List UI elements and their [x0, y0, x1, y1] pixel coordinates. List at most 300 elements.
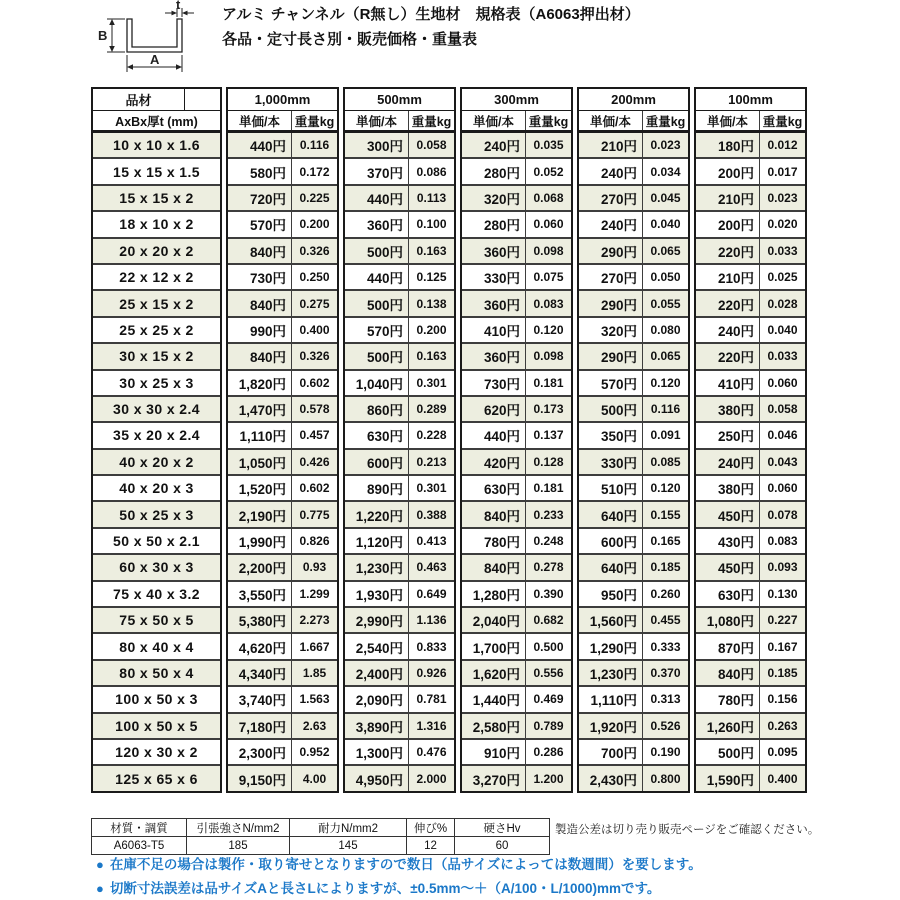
price-cell: 200円 [696, 159, 760, 183]
weight-cell: 0.952 [299, 745, 330, 760]
price-cell: 240円 [696, 450, 760, 474]
size-cell: 80 x 50 x 4 [93, 661, 220, 687]
table-row [579, 186, 688, 212]
weight-cell: 0.200 [416, 322, 447, 337]
table-row [579, 133, 688, 159]
price-cell: 2,040円 [462, 608, 526, 632]
price-cell: 280円 [462, 159, 526, 183]
table-row [462, 766, 571, 790]
table-row [345, 239, 454, 265]
weight-cell: 0.263 [767, 718, 798, 733]
weight-cell: 0.556 [533, 666, 564, 680]
weight-cell: 0.034 [650, 164, 681, 179]
weight-cell: 0.190 [650, 745, 681, 760]
price-cell: 1,560円 [579, 608, 643, 632]
weight-subheader: 重量kg [294, 114, 335, 129]
weight-cell: 0.167 [767, 639, 798, 654]
weight-cell: 0.233 [533, 507, 564, 522]
price-cell: 300円 [345, 133, 409, 157]
table-row [228, 159, 337, 185]
price-cell: 910円 [462, 740, 526, 764]
weight-cell: 0.775 [299, 507, 330, 522]
table-row [579, 740, 688, 766]
table-row [345, 555, 454, 581]
price-cell: 200円 [696, 212, 760, 236]
price-cell: 640円 [579, 555, 643, 579]
price-cell: 2,090円 [345, 687, 409, 711]
spec-value-proof: 145 [290, 837, 407, 855]
price-cell: 270円 [579, 186, 643, 210]
price-cell: 860円 [345, 397, 409, 421]
table-row [345, 634, 454, 660]
price-cell: 1,280円 [462, 582, 526, 606]
table-row [228, 318, 337, 344]
note-stock-text: 在庫不足の場合は製作・取り寄せとなりますので数日（品サイズによっては数週間）を要します。 [109, 857, 702, 872]
weight-cell: 0.033 [767, 243, 798, 258]
dim-label-t: t [176, 0, 181, 12]
table-row [696, 766, 805, 790]
weight-cell: 0.045 [650, 190, 681, 205]
weight-cell: 0.278 [533, 560, 564, 575]
size-cell: 40 x 20 x 2 [93, 450, 220, 476]
spec-value-elongation: 12 [407, 837, 455, 855]
table-row [345, 687, 454, 713]
table-row [228, 450, 337, 476]
weight-cell: 0.248 [533, 534, 564, 549]
price-cell: 840円 [228, 344, 292, 368]
weight-cell: 1.316 [416, 718, 447, 733]
price-cell: 840円 [696, 661, 760, 685]
table-row [696, 344, 805, 370]
table-row [345, 133, 454, 159]
weight-subheader: 重量kg [528, 114, 569, 129]
price-cell: 450円 [696, 555, 760, 579]
weight-cell: 0.326 [299, 243, 330, 258]
dim-label-a: A [150, 52, 160, 67]
weight-cell: 0.085 [650, 454, 681, 469]
spec-value-material: A6063-T5 [92, 837, 187, 855]
size-cell: 50 x 25 x 3 [93, 502, 220, 528]
weight-cell: 4.00 [302, 771, 327, 786]
spec-header-tensile: 引張強さN/mm2 [187, 819, 290, 837]
group-subheader [579, 111, 688, 133]
price-cell: 580円 [228, 159, 292, 183]
table-row [228, 582, 337, 608]
price-cell: 720円 [228, 186, 292, 210]
weight-cell: 0.181 [533, 481, 564, 496]
table-row [462, 450, 571, 476]
price-cell: 500円 [579, 397, 643, 421]
price-cell: 1,260円 [696, 714, 760, 738]
table-row [696, 529, 805, 555]
weight-cell: 0.649 [416, 586, 447, 601]
weight-cell: 0.137 [533, 428, 564, 443]
price-cell: 3,890円 [345, 714, 409, 738]
table-row [462, 661, 571, 687]
weight-cell: 0.275 [299, 296, 330, 311]
table-row [579, 291, 688, 317]
price-cell: 500円 [696, 740, 760, 764]
spec-header-proof: 耐力N/mm2 [290, 819, 407, 837]
weight-cell: 0.200 [299, 217, 330, 232]
price-cell: 630円 [462, 476, 526, 500]
size-cell: 22 x 12 x 2 [93, 265, 220, 291]
price-cell: 620円 [462, 397, 526, 421]
channel-outline [127, 19, 182, 52]
table-row [579, 423, 688, 449]
price-cell: 7,180円 [228, 714, 292, 738]
weight-cell: 0.040 [767, 322, 798, 337]
table-row [345, 476, 454, 502]
price-cell: 250円 [696, 423, 760, 447]
size-cell: 75 x 40 x 3.2 [93, 582, 220, 608]
page-title: アルミ チャンネル（R無し）生地材 規格表（A6063押出材） [222, 6, 640, 23]
table-row [696, 740, 805, 766]
weight-cell: 0.213 [416, 454, 447, 469]
table-row [228, 423, 337, 449]
table-row [462, 529, 571, 555]
weight-cell: 0.033 [767, 349, 798, 364]
price-cell: 360円 [462, 239, 526, 263]
table-row [696, 133, 805, 159]
spec-header-material: 材質・調質 [92, 819, 187, 837]
weight-cell: 0.500 [533, 639, 564, 654]
weight-cell: 0.457 [299, 428, 330, 443]
table-row [462, 133, 571, 159]
price-cell: 440円 [345, 186, 409, 210]
table-row [345, 159, 454, 185]
table-row [228, 133, 337, 159]
price-cell: 1,620円 [462, 661, 526, 685]
price-cell: 1,300円 [345, 740, 409, 764]
table-row [696, 502, 805, 528]
group-subheader [345, 111, 454, 133]
price-cell: 210円 [696, 265, 760, 289]
size-column-header [93, 89, 220, 111]
size-cell: 75 x 50 x 5 [93, 608, 220, 634]
size-rows [93, 133, 220, 791]
table-row [696, 608, 805, 634]
weight-cell: 0.155 [650, 507, 681, 522]
price-cell: 1,050円 [228, 450, 292, 474]
table-row [345, 265, 454, 291]
weight-cell: 0.476 [416, 745, 447, 760]
weight-cell: 0.116 [299, 138, 330, 153]
weight-cell: 0.313 [650, 692, 681, 707]
price-cell: 2,430円 [579, 766, 643, 790]
weight-cell: 0.93 [302, 560, 327, 575]
weight-cell: 0.173 [533, 402, 564, 417]
size-cell: 40 x 20 x 3 [93, 476, 220, 502]
weight-cell: 0.463 [416, 560, 447, 575]
price-cell: 570円 [579, 371, 643, 395]
weight-cell: 0.682 [533, 613, 564, 628]
price-cell: 220円 [696, 344, 760, 368]
price-cell: 500円 [345, 239, 409, 263]
weight-cell: 0.370 [650, 666, 681, 680]
table-row [228, 212, 337, 238]
price-cell: 1,230円 [345, 555, 409, 579]
weight-cell: 2.000 [416, 771, 447, 786]
table-row [579, 450, 688, 476]
table-row [345, 608, 454, 634]
weight-cell: 0.185 [767, 666, 798, 680]
weight-cell: 0.326 [299, 349, 330, 364]
weight-cell: 1.200 [533, 771, 564, 786]
weight-cell: 0.065 [650, 243, 681, 258]
weight-cell: 0.046 [767, 428, 798, 443]
length-group-header: 300mm [462, 89, 571, 111]
weight-cell: 0.130 [767, 586, 798, 601]
price-cell: 1,120円 [345, 529, 409, 553]
weight-cell: 0.120 [533, 322, 564, 337]
table-row [228, 344, 337, 370]
weight-cell: 0.128 [533, 454, 564, 469]
weight-cell: 0.083 [767, 534, 798, 549]
weight-cell: 0.058 [416, 138, 447, 153]
table-row [579, 397, 688, 423]
weight-cell: 0.040 [650, 217, 681, 232]
table-row [345, 766, 454, 790]
price-cell: 2,400円 [345, 661, 409, 685]
table-row [696, 318, 805, 344]
price-cell: 210円 [696, 186, 760, 210]
price-cell: 840円 [462, 502, 526, 526]
price-cell: 2,990円 [345, 608, 409, 632]
length-group-panel [343, 87, 456, 793]
weight-cell: 0.289 [416, 402, 447, 417]
weight-cell: 0.390 [533, 586, 564, 601]
weight-cell: 0.225 [299, 190, 330, 205]
price-cell: 2,580円 [462, 714, 526, 738]
weight-cell: 0.113 [416, 190, 447, 205]
table-row [228, 634, 337, 660]
tolerance-note: 製造公差は切り売り販売ページをご確認ください。 [555, 824, 820, 836]
price-cell: 730円 [462, 371, 526, 395]
price-cell: 600円 [345, 450, 409, 474]
weight-cell: 0.156 [767, 692, 798, 707]
price-cell: 630円 [696, 582, 760, 606]
price-cell: 570円 [228, 212, 292, 236]
weight-cell: 0.181 [533, 375, 564, 390]
length-group-panel [694, 87, 807, 793]
table-row [462, 740, 571, 766]
weight-cell: 0.400 [299, 322, 330, 337]
size-cell: 20 x 20 x 2 [93, 239, 220, 265]
length-group-header: 1,000mm [228, 89, 337, 111]
weight-cell: 0.086 [416, 164, 447, 179]
table-row [579, 766, 688, 790]
price-cell: 180円 [696, 133, 760, 157]
table-row [579, 159, 688, 185]
price-subheader: 単価/本 [345, 111, 409, 130]
table-row [228, 714, 337, 740]
weight-cell: 0.055 [650, 296, 681, 311]
weight-cell: 0.469 [533, 692, 564, 707]
price-cell: 870円 [696, 634, 760, 658]
table-row [228, 740, 337, 766]
price-cell: 630円 [345, 423, 409, 447]
size-cell: 120 x 30 x 2 [93, 740, 220, 766]
table-row [345, 740, 454, 766]
table-row [579, 344, 688, 370]
length-group-panel [460, 87, 573, 793]
size-cell: 25 x 15 x 2 [93, 291, 220, 317]
table-row [345, 450, 454, 476]
price-cell: 220円 [696, 291, 760, 315]
price-cell: 730円 [228, 265, 292, 289]
price-cell: 600円 [579, 529, 643, 553]
price-cell: 1,110円 [579, 687, 643, 711]
size-cell: 30 x 15 x 2 [93, 344, 220, 370]
size-col-header-top: 品材 [93, 89, 185, 110]
price-cell: 510円 [579, 476, 643, 500]
table-row [696, 582, 805, 608]
weight-cell: 0.172 [299, 164, 330, 179]
table-row [696, 291, 805, 317]
length-group-header: 500mm [345, 89, 454, 111]
table-row [462, 212, 571, 238]
table-row [462, 714, 571, 740]
price-subheader: 単価/本 [228, 111, 292, 130]
weight-cell: 2.273 [299, 613, 330, 628]
table-row [579, 555, 688, 581]
weight-cell: 0.602 [299, 375, 330, 390]
price-cell: 330円 [579, 450, 643, 474]
price-cell: 1,920円 [579, 714, 643, 738]
table-row [462, 397, 571, 423]
price-cell: 1,590円 [696, 766, 760, 790]
price-cell: 360円 [462, 344, 526, 368]
weight-cell: 0.578 [299, 402, 330, 417]
weight-cell: 0.078 [767, 507, 798, 522]
weight-cell: 0.227 [767, 613, 798, 628]
weight-cell: 0.120 [650, 481, 681, 496]
price-cell: 1,080円 [696, 608, 760, 632]
size-cell: 10 x 10 x 1.6 [93, 133, 220, 159]
spec-header-row [92, 819, 550, 837]
price-subheader: 単価/本 [696, 111, 760, 130]
price-cell: 640円 [579, 502, 643, 526]
table-row [345, 344, 454, 370]
table-row [696, 476, 805, 502]
price-cell: 4,340円 [228, 661, 292, 685]
table-row [696, 555, 805, 581]
price-cell: 500円 [345, 291, 409, 315]
channel-cross-section-diagram [95, 0, 210, 84]
weight-cell: 0.017 [767, 164, 798, 179]
price-cell: 330円 [462, 265, 526, 289]
price-cell: 360円 [462, 291, 526, 315]
table-row [228, 529, 337, 555]
weight-cell: 0.025 [767, 270, 798, 285]
price-cell: 220円 [696, 239, 760, 263]
weight-cell: 0.125 [416, 270, 447, 285]
table-row [696, 423, 805, 449]
weight-cell: 0.065 [650, 349, 681, 364]
table-row [696, 186, 805, 212]
table-row [345, 291, 454, 317]
length-group-header: 100mm [696, 89, 805, 111]
weight-cell: 0.455 [650, 613, 681, 628]
weight-cell: 0.138 [416, 296, 447, 311]
price-cell: 450円 [696, 502, 760, 526]
price-cell: 320円 [579, 318, 643, 342]
weight-cell: 0.098 [533, 349, 564, 364]
price-cell: 840円 [462, 555, 526, 579]
price-cell: 840円 [228, 239, 292, 263]
table-row [579, 714, 688, 740]
table-row [579, 239, 688, 265]
weight-cell: 0.035 [533, 138, 564, 153]
table-row [696, 450, 805, 476]
price-cell: 240円 [579, 159, 643, 183]
table-row [696, 212, 805, 238]
table-row [228, 476, 337, 502]
group-subheader [696, 111, 805, 133]
spec-value-hardness: 60 [455, 837, 550, 855]
spec-value-row [92, 837, 550, 855]
weight-cell: 0.043 [767, 454, 798, 469]
weight-cell: 1.299 [299, 586, 330, 601]
table-row [345, 318, 454, 344]
weight-cell: 0.068 [533, 190, 564, 205]
price-cell: 950円 [579, 582, 643, 606]
weight-cell: 0.163 [416, 349, 447, 364]
price-cell: 570円 [345, 318, 409, 342]
price-cell: 430円 [696, 529, 760, 553]
table-row [462, 634, 571, 660]
table-row [228, 687, 337, 713]
weight-cell: 0.163 [416, 243, 447, 258]
table-row [696, 634, 805, 660]
size-cell: 25 x 25 x 2 [93, 318, 220, 344]
weight-cell: 0.781 [416, 692, 447, 707]
table-row [345, 661, 454, 687]
price-cell: 410円 [462, 318, 526, 342]
table-row [462, 344, 571, 370]
weight-cell: 0.602 [299, 481, 330, 496]
length-group-panel [226, 87, 339, 793]
weight-cell: 0.826 [299, 534, 330, 549]
weight-cell: 0.020 [767, 217, 798, 232]
size-cell: 50 x 50 x 2.1 [93, 529, 220, 555]
weight-cell: 0.333 [650, 639, 681, 654]
price-cell: 1,820円 [228, 371, 292, 395]
price-cell: 380円 [696, 476, 760, 500]
price-cell: 890円 [345, 476, 409, 500]
table-row [228, 239, 337, 265]
size-cell: 80 x 40 x 4 [93, 634, 220, 660]
table-row [579, 529, 688, 555]
price-cell: 280円 [462, 212, 526, 236]
table-row [345, 714, 454, 740]
table-row [462, 371, 571, 397]
weight-cell: 0.800 [650, 771, 681, 786]
weight-cell: 1.563 [299, 692, 330, 707]
table-row [228, 555, 337, 581]
weight-cell: 0.228 [416, 428, 447, 443]
table-row [579, 371, 688, 397]
group-rows [345, 133, 454, 791]
table-row [228, 371, 337, 397]
weight-cell: 0.301 [416, 375, 447, 390]
length-group-header: 200mm [579, 89, 688, 111]
weight-cell: 0.095 [767, 745, 798, 760]
weight-cell: 1.85 [302, 666, 327, 680]
weight-cell: 0.426 [299, 454, 330, 469]
weight-cell: 0.052 [533, 164, 564, 179]
